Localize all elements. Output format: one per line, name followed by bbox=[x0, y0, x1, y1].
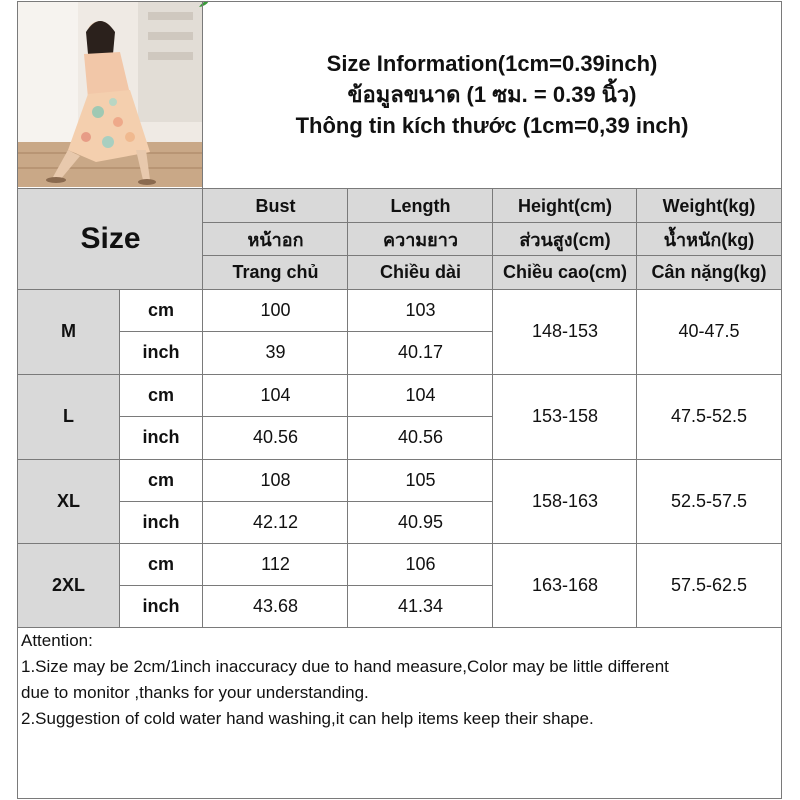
product-photo bbox=[18, 2, 203, 187]
col-length-vi: Chiều dài bbox=[348, 256, 493, 289]
col-bust-en: Bust bbox=[203, 189, 348, 223]
grid-line bbox=[781, 1, 782, 799]
weight-2xl: 57.5-62.5 bbox=[670, 574, 748, 595]
height-xl: 158-163 bbox=[531, 490, 599, 511]
grid-line bbox=[202, 1, 203, 627]
bust-cm-l: 104 bbox=[260, 384, 291, 405]
grid-line bbox=[18, 543, 782, 544]
bust-cm-m: 100 bbox=[260, 299, 291, 320]
title-vietnamese: Thông tin kích thước (1cm=0,39 inch) bbox=[295, 113, 689, 138]
length-inch-2xl: 41.34 bbox=[397, 595, 444, 616]
notes-line: due to monitor ,thanks for your understanding. bbox=[21, 683, 369, 702]
height-m: 148-153 bbox=[531, 321, 599, 341]
unit-cm: cm bbox=[147, 384, 174, 405]
grid-line bbox=[119, 585, 493, 586]
length-cm-xl: 105 bbox=[405, 469, 436, 490]
size-header: Size bbox=[80, 222, 141, 255]
notes-heading: Attention: bbox=[21, 631, 93, 650]
bust-cm-2xl: 112 bbox=[261, 553, 290, 574]
title-block bbox=[203, 2, 781, 187]
length-cm-l: 104 bbox=[405, 384, 436, 405]
bust-inch-xl: 42.12 bbox=[252, 511, 299, 532]
unit-inch: inch bbox=[142, 511, 180, 532]
length-inch-l: 40.56 bbox=[397, 427, 444, 447]
grid-line bbox=[347, 188, 348, 627]
grid-line bbox=[18, 374, 782, 375]
notes-line: 1.Size may be 2cm/1inch inaccuracy due to hand measure,Color may be little different bbox=[21, 657, 669, 676]
bust-inch-l: 40.56 bbox=[252, 427, 299, 447]
length-cm-2xl: 106 bbox=[405, 553, 436, 574]
size-label-2xl: 2XL bbox=[18, 543, 119, 627]
grid-line bbox=[119, 501, 493, 502]
bust-inch-m: 39 bbox=[265, 342, 286, 362]
height-2xl: 163-168 bbox=[531, 574, 599, 595]
grid-line bbox=[18, 188, 782, 189]
grid-line bbox=[119, 289, 120, 627]
length-inch-xl: 40.95 bbox=[397, 511, 444, 532]
bust-cm-xl: 108 bbox=[260, 469, 291, 490]
unit-inch: inch bbox=[142, 595, 180, 616]
unit-cm: cm bbox=[147, 299, 174, 320]
weight-l: 47.5-52.5 bbox=[670, 406, 748, 426]
size-label-xl: XL bbox=[18, 459, 119, 543]
col-weight-vi: Cân nặng(kg) bbox=[637, 256, 781, 289]
grid-line bbox=[17, 1, 18, 799]
col-weight-en: Weight(kg) bbox=[637, 189, 781, 223]
unit-inch: inch bbox=[142, 427, 180, 447]
unit-inch: inch bbox=[142, 342, 180, 362]
size-label-l: L bbox=[18, 374, 119, 459]
height-l: 153-158 bbox=[531, 406, 599, 426]
length-inch-m: 40.17 bbox=[397, 342, 444, 362]
grid-line bbox=[119, 416, 493, 417]
title-thai: ข้อมูลขนาด (1 ซม. = 0.39 นิ้ว) bbox=[347, 82, 637, 107]
col-bust-vi: Trang chủ bbox=[203, 256, 348, 289]
grid-line bbox=[119, 331, 493, 332]
size-header-cell bbox=[18, 189, 203, 289]
grid-line bbox=[492, 188, 493, 627]
col-height-th: ส่วนสูง(cm) bbox=[493, 223, 637, 256]
col-length-en: Length bbox=[348, 189, 493, 223]
grid-line bbox=[18, 798, 782, 799]
grid-line bbox=[18, 289, 782, 290]
col-length-th: ความยาว bbox=[348, 223, 493, 256]
weight-m: 40-47.5 bbox=[678, 321, 740, 341]
attention-notes bbox=[20, 628, 780, 798]
unit-cm: cm bbox=[147, 469, 174, 490]
notes-line: 2.Suggestion of cold water hand washing,it can help items keep their shape. bbox=[21, 709, 594, 728]
length-cm-m: 103 bbox=[405, 299, 436, 320]
grid-line bbox=[636, 188, 637, 627]
product-photo-image bbox=[18, 2, 203, 187]
col-weight-th: น้ำหนัก(kg) bbox=[637, 223, 781, 256]
col-height-en: Height(cm) bbox=[493, 189, 637, 223]
col-bust-th: หน้าอก bbox=[203, 223, 348, 256]
title-english: Size Information(1cm=0.39inch) bbox=[326, 51, 658, 76]
grid-line bbox=[18, 459, 782, 460]
unit-cm: cm bbox=[147, 553, 174, 574]
size-label-m: M bbox=[18, 289, 119, 374]
col-height-vi: Chiều cao(cm) bbox=[493, 256, 637, 289]
grid-line bbox=[18, 1, 782, 2]
bust-inch-2xl: 43.68 bbox=[252, 595, 299, 616]
weight-xl: 52.5-57.5 bbox=[670, 490, 748, 511]
